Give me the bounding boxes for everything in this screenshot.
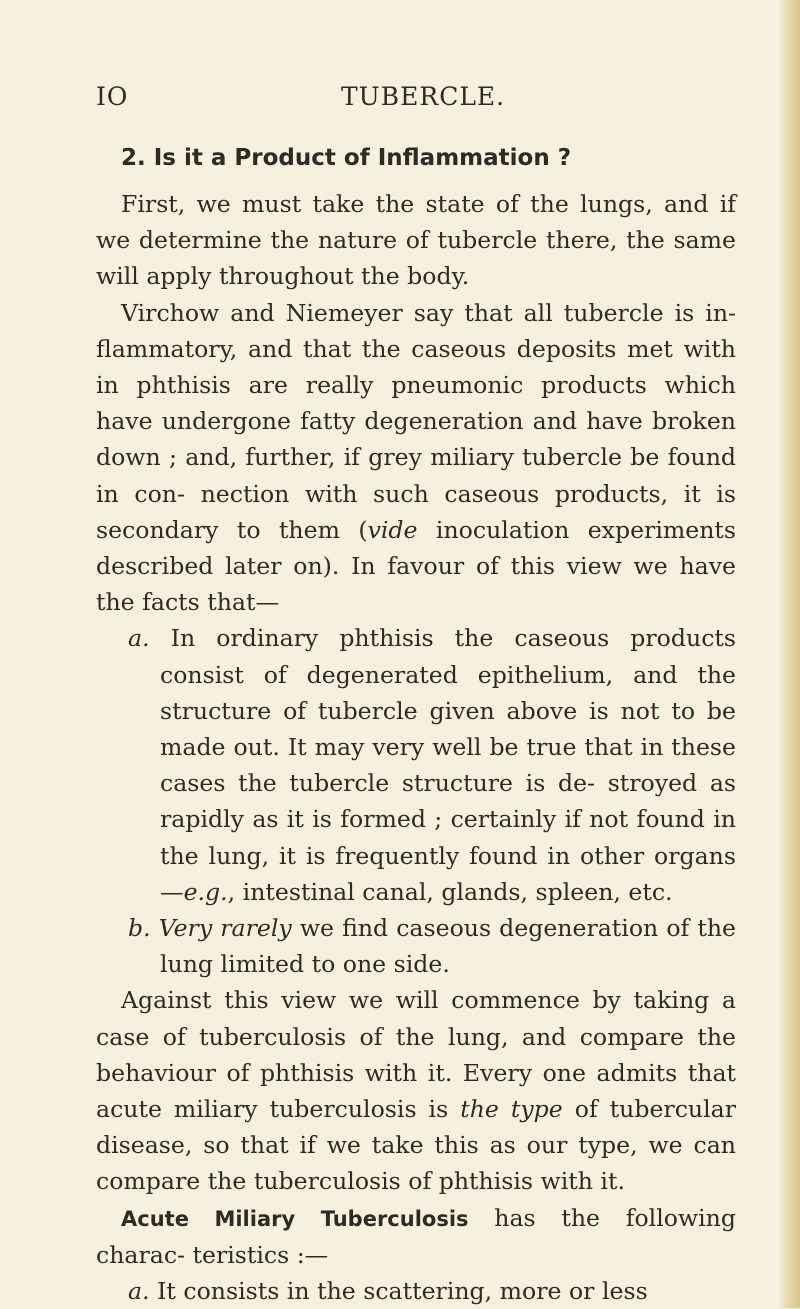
paragraph: Acute Miliary Tuberculosis has the following charac- teristics :— bbox=[96, 1203, 736, 1269]
section-heading: 2. Is it a Product of Inflammation ? bbox=[121, 145, 572, 171]
emphasis: the type bbox=[460, 1095, 563, 1124]
page-edge bbox=[778, 0, 800, 1308]
emphasis: vide bbox=[367, 515, 418, 544]
emphasis: Very rarely bbox=[158, 914, 292, 943]
paragraph: Against this view we will commence by taking a case of tuberculosis of the lung, and compare the behaviour of phthisis with it. Every one admits that acute miliary tuberculosis is the type of tubercular disease, so that if we take this as our type, we can compare the tuberculosis of phthisis with it. bbox=[96, 986, 737, 1196]
list-marker: b. bbox=[128, 914, 151, 943]
running-title: TUBERCLE. bbox=[341, 82, 506, 111]
list-marker: a. bbox=[128, 1277, 150, 1306]
page-body bbox=[96, 140, 736, 1309]
list-item: a. It consists in the scattering, more or less bbox=[128, 1277, 648, 1306]
list-item: a. In ordinary phthisis the caseous products consist of degenerated epithelium, and the structure of tubercle given above is not to be made out. It may very well be true that in these cases the tubercle structure is de- stroyed as rapidly as it is formed ; certainly if not found in the lung, it is frequently found in other organs—e.g., intestinal canal, glands, spleen, etc. bbox=[128, 624, 736, 906]
running-header bbox=[96, 82, 736, 116]
paragraph: Virchow and Niemeyer say that all tubercle is in- flammatory, and that the caseous deposits met with in phthisis are really pneumonic products which have undergone fatty degeneration and have broken down ; and, further, if grey miliary tubercle be found in con- nection with such caseous products, it is secondary to them (vide inoculation experiments described later on). In favour of this view we have the facts that— bbox=[96, 298, 736, 617]
list-item: b. Very rarely we find caseous degeneration of the lung limited to one side. bbox=[128, 914, 737, 979]
page-number: IO bbox=[96, 82, 129, 111]
run-in-heading: Acute Miliary Tuberculosis bbox=[121, 1206, 469, 1231]
emphasis: e.g. bbox=[183, 877, 228, 906]
paragraph: First, we must take the state of the lungs, and if we determine the nature of tubercle there, the same will apply throughout the body. bbox=[96, 190, 736, 291]
list-marker: a. bbox=[128, 624, 150, 653]
